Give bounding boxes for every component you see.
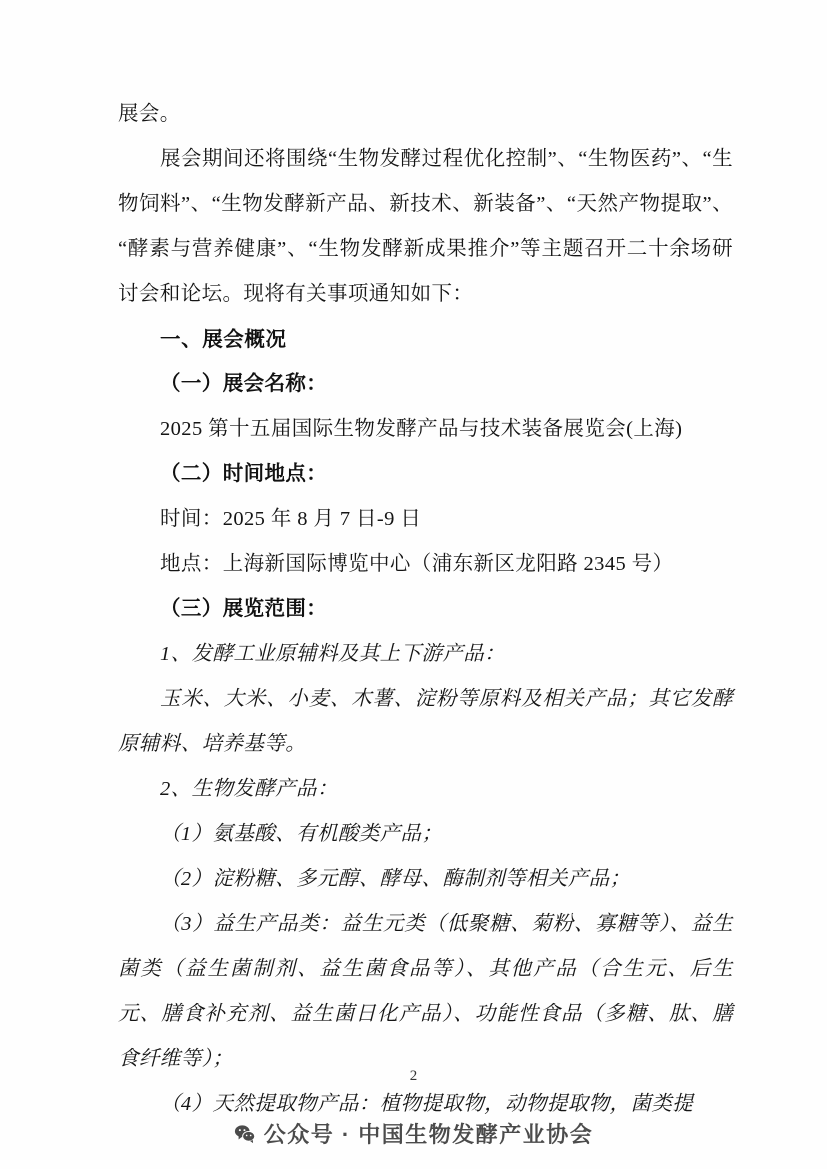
paragraph-exhibition-name: 2025 第十五届国际生物发酵产品与技术装备展览会(上海) (160, 418, 683, 440)
page-number: 2 (409, 1068, 418, 1084)
paragraph-scope-item-2-4: （4）天然提取物产品：植物提取物，动物提取物，菌类提 (160, 1093, 694, 1115)
paragraph-scope-item-2-1: （1）氨基酸、有机酸类产品； (160, 823, 443, 845)
paragraph-scope-item-2-3: （3）益生产品类：益生元类（低聚糖、菊粉、寡糖等）、益生菌类（益生菌制剂、益生菌食品等）、其他产品（合生元、后生元、膳食补充剂、益生菌日化产品）、功能性食品（多糖、肽、膳食纤维等）； (118, 913, 733, 1070)
watermark-row (234, 1118, 594, 1149)
footer-watermark (0, 1118, 827, 1149)
paragraph-scope-item-2-2: （2）淀粉糖、多元醇、酵母、酶制剂等相关产品； (160, 868, 631, 890)
subheading-time-place: （二）时间地点： (160, 463, 328, 485)
subheading-exhibition-name: （一）展会名称： (160, 373, 328, 395)
section-heading-overview: 一、展会概况 (160, 328, 287, 351)
subheading-exhibition-scope: （三）展览范围： (160, 598, 328, 620)
paragraph-scope-item-1: 1、发酵工业原辅料及其上下游产品： (160, 643, 506, 665)
paragraph-scope-item-1-detail: 玉米、大米、小麦、木薯、淀粉等原料及相关产品；其它发酵原辅料、培养基等。 (118, 688, 733, 755)
paragraph-place: 地点：上海新国际博览中心（浦东新区龙阳路 2345 号） (160, 553, 674, 575)
paragraph-continued: 展会。 (118, 103, 181, 125)
document-body (118, 92, 733, 1127)
watermark-text: 公众号 · 中国生物发酵产业协会 (263, 1122, 594, 1147)
paragraph-scope-item-2: 2、生物发酵产品： (160, 778, 338, 800)
paragraph-time: 时间：2025 年 8 月 7 日-9 日 (160, 508, 422, 530)
paragraph-themes: 展会期间还将围绕“生物发酵过程优化控制”、“生物医药”、“生物饲料”、“生物发酵新产品、新技术、新装备”、“天然产物提取”、“酵素与营养健康”、“生物发酵新成果推介”等主题召开二十余场研讨会和论坛。现将有关事项通知如下： (118, 148, 733, 305)
wechat-official-account-icon (234, 1123, 256, 1145)
